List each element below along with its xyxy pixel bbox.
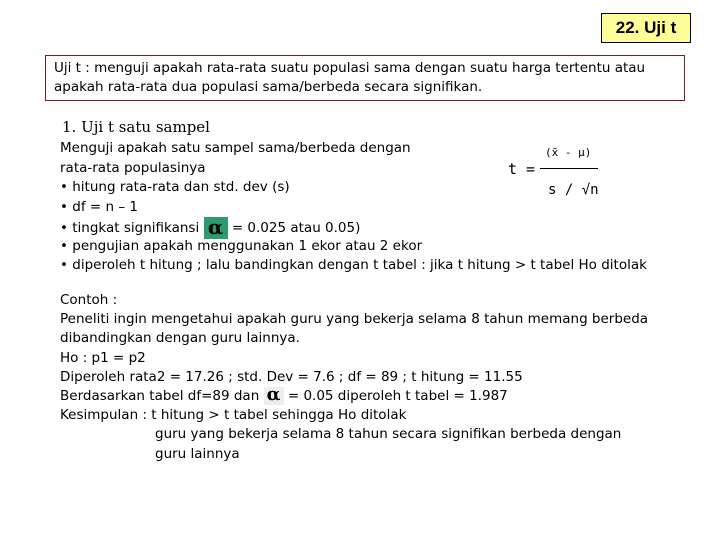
- alpha-symbol-icon: α: [204, 217, 228, 239]
- definition-term: Uji t: [54, 60, 81, 76]
- slide-title: 22. Uji t: [601, 13, 691, 43]
- example-line: dibandingkan dengan guru lainnya.: [60, 330, 300, 347]
- alpha-symbol-icon: α: [264, 387, 284, 405]
- example-line: Peneliti ingin mengetahui apakah guru yang bekerja selama 8 tahun memang berbeda: [60, 311, 649, 328]
- significance-prefix: • tingkat signifikansi: [60, 220, 200, 236]
- formula-numerator: (x̄ - μ): [545, 146, 592, 159]
- significance-line: [60, 217, 647, 237]
- fraction-bar: [540, 168, 598, 169]
- section-line: • df = n – 1: [60, 198, 138, 215]
- example-block: [60, 291, 648, 464]
- table-line: [60, 383, 648, 406]
- formula-lhs: t =: [508, 160, 536, 178]
- definition-box: [45, 55, 685, 101]
- example-line: Diperoleh rata2 = 17.26 ; std. Dev = 7.6 ; df = 89 ; t hitung = 11.55: [60, 368, 523, 385]
- table-prefix: Berdasarkan tabel df=89 dan: [60, 387, 260, 404]
- conclusion-line: Kesimpulan : t hitung > t tabel sehingga Ho ditolak: [60, 407, 407, 424]
- example-line: Ho : p1 = p2: [60, 349, 146, 366]
- table-suffix: = 0.05 diperoleh t tabel = 1.987: [287, 387, 508, 404]
- significance-suffix: = 0.025 atau 0.05): [231, 220, 361, 236]
- section-title: 1. Uji t satu sampel: [62, 118, 210, 136]
- conclusion-continuation: guru yang bekerja selama 8 tahun secara signifikan berbeda dengan: [155, 426, 622, 443]
- definition-text: : menguji apakah rata-rata suatu populasi sama dengan suatu harga tertentu atau apakah rata-rata dua populasi sama/berbeda secara signifikan.: [54, 60, 646, 95]
- section-line: • pengujian apakah menggunakan 1 ekor atau 2 ekor: [60, 237, 423, 254]
- t-formula: [500, 140, 620, 210]
- section-line: Menguji apakah satu sampel sama/berbeda dengan: [60, 140, 411, 156]
- example-heading: Contoh :: [60, 292, 118, 308]
- section-line: • diperoleh t hitung ; lalu bandingkan dengan t tabel : jika t hitung > t tabel Ho ditolak: [60, 257, 647, 273]
- conclusion-continuation: guru lainnya: [155, 445, 240, 462]
- section-line: • hitung rata-rata dan std. dev (s): [60, 179, 290, 195]
- formula-denominator: s / √n: [548, 182, 599, 198]
- section-line: rata-rata populasinya: [60, 159, 206, 176]
